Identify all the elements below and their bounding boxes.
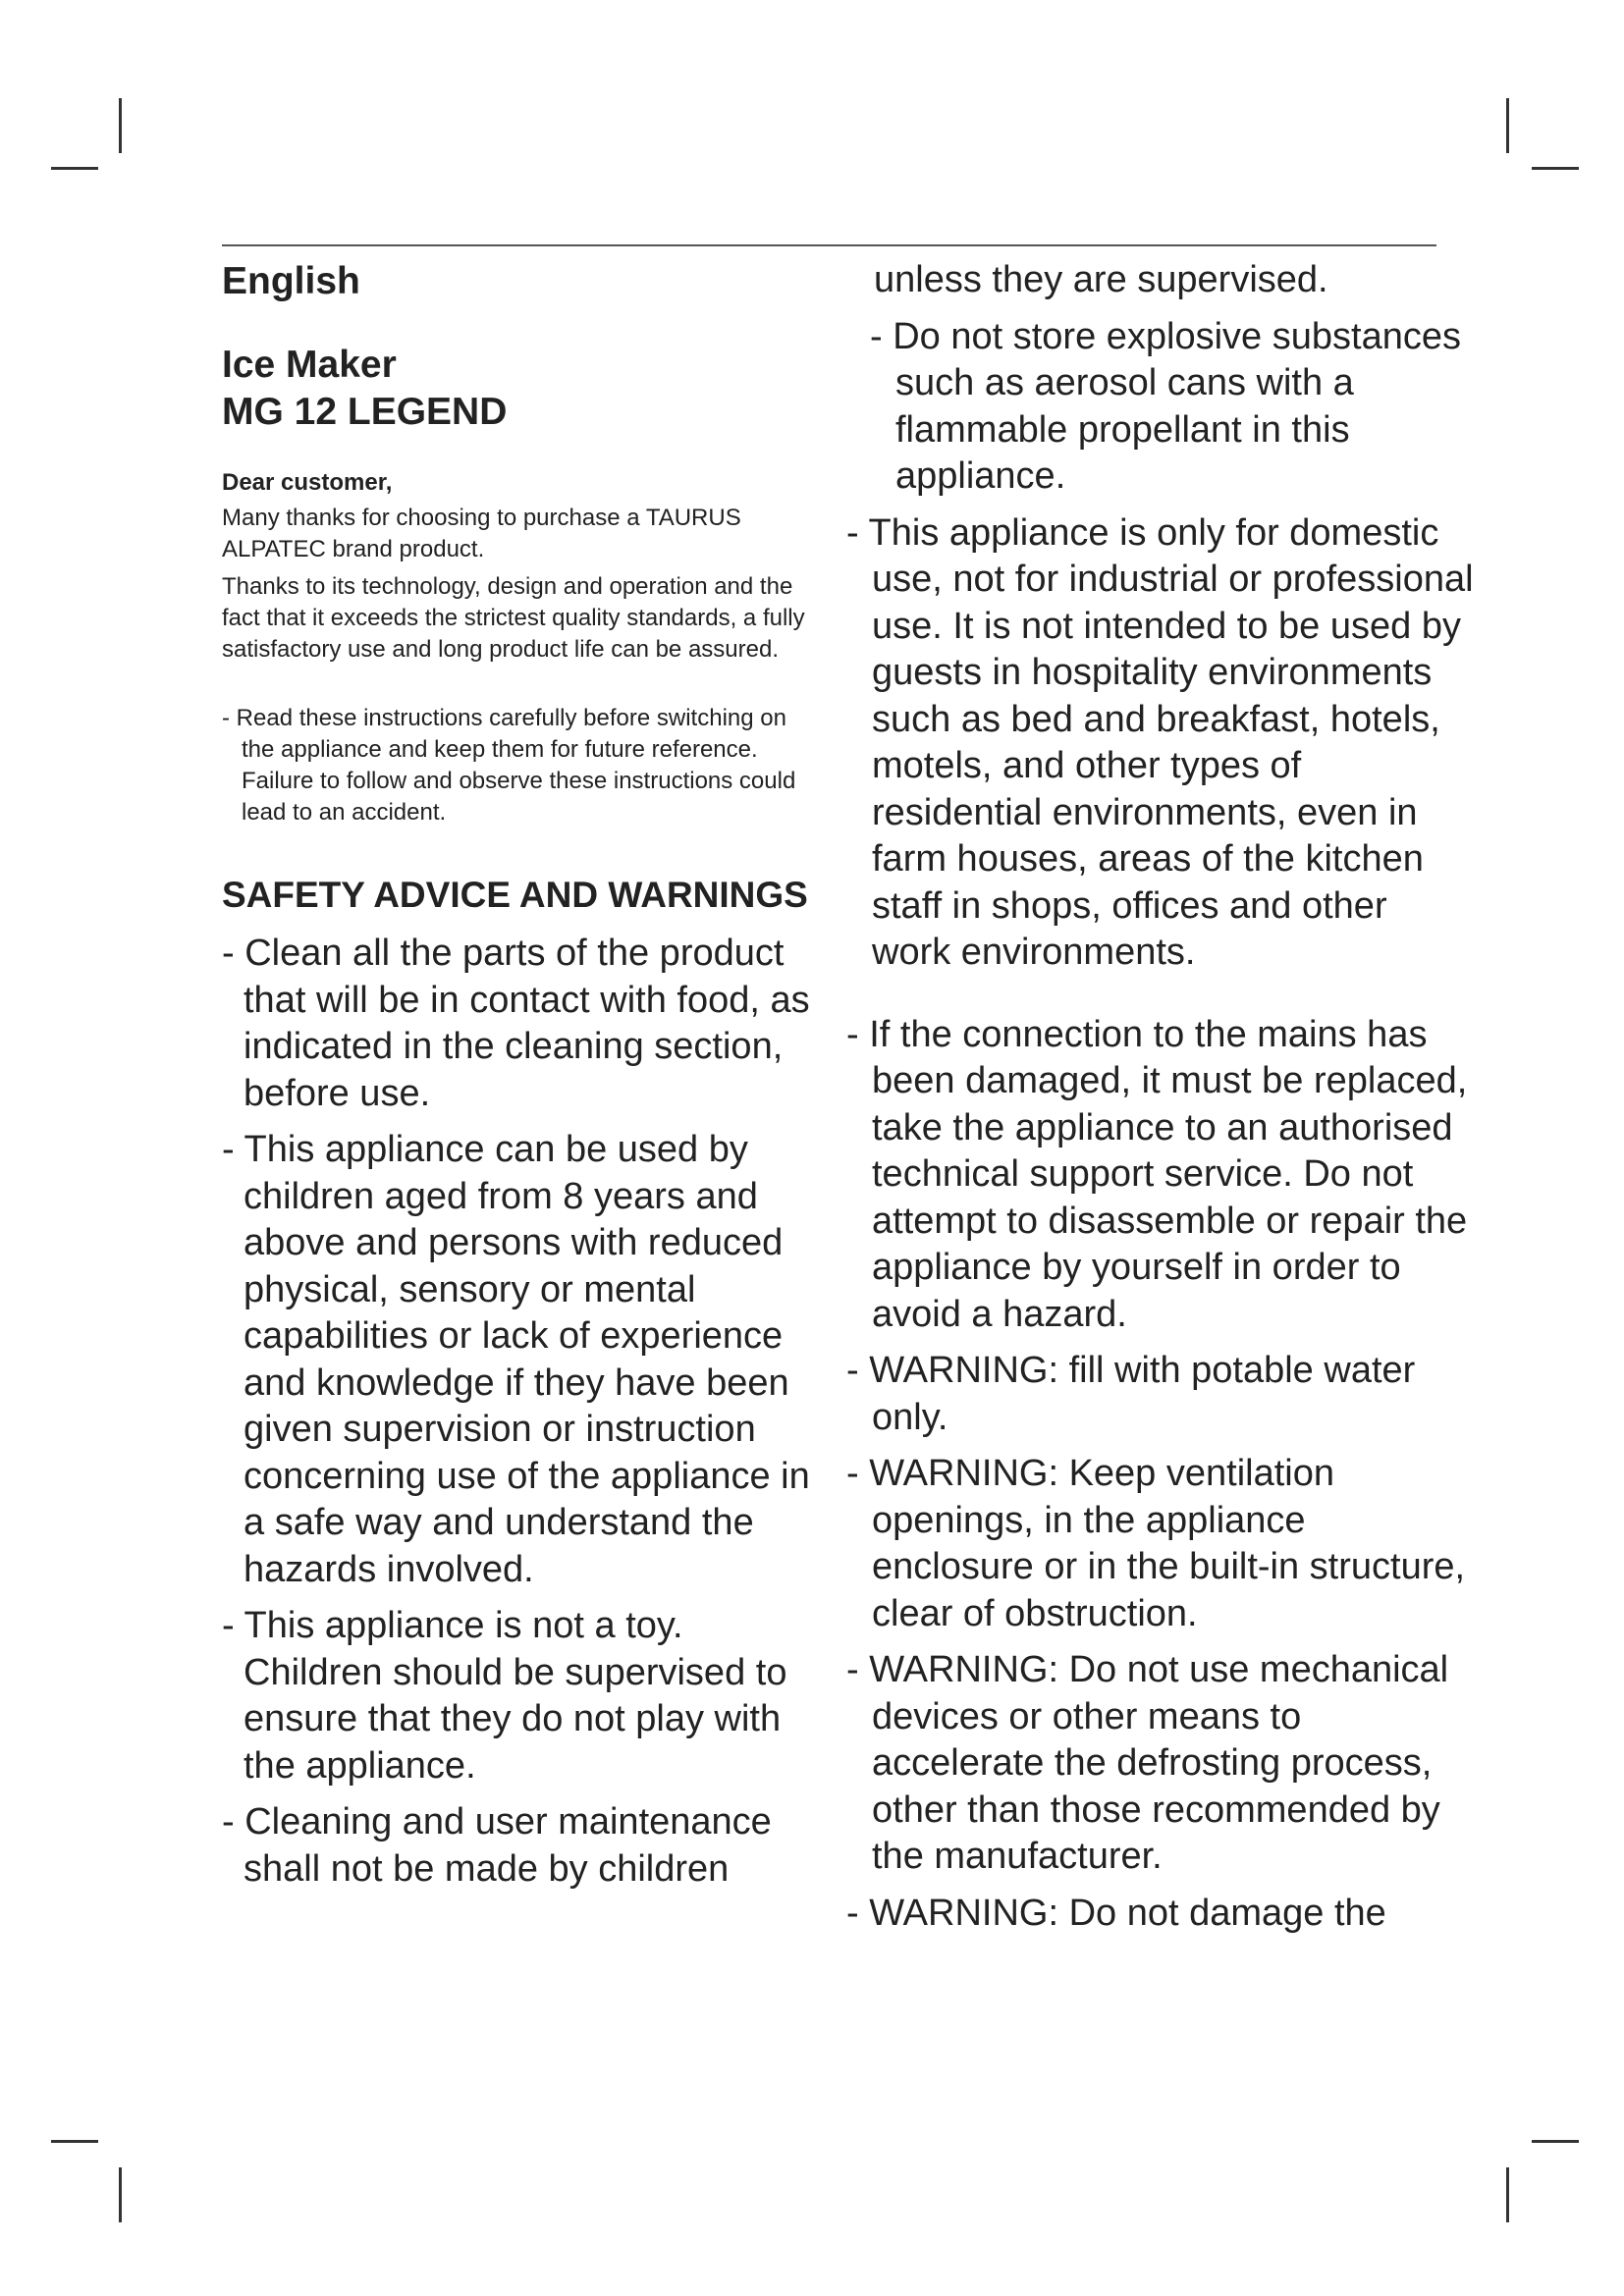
crop-mark [1506,2167,1509,2222]
crop-mark [1506,98,1509,153]
item-continuation: unless they are supervised. [874,259,1328,300]
intro-paragraph: Thanks to its technology, design and operation and the fact that it exceeds the strictest quality standards, a fully satisfactory use and long product life can be assured. [222,573,805,663]
safety-item: - This appliance is not a toy. Children should be supervised to ensure that they do not play with the appliance. [222,1605,787,1787]
left-column [222,257,821,1902]
safety-item: - If the connection to the mains has been damaged, it must be replaced, take the appliance to an authorised technical support service. Do not attempt to disassemble or repair the appliance by yourself in order to avoid a hazard. [846,1013,1468,1335]
language-heading: English [222,260,360,302]
right-column [846,257,1475,1947]
safety-item: - Cleaning and user maintenance shall not be made by children [222,1801,772,1890]
crop-mark [119,2167,122,2222]
product-name: Ice Maker [222,344,397,386]
read-instructions-notice: - Read these instructions carefully before switching on the appliance and keep them for future reference. Failure to follow and observe these instructions could lead to an accident. [222,705,796,826]
crop-mark [51,2140,98,2143]
safety-item: - WARNING: Keep ventilation openings, in the appliance enclosure or in the built-in structure, clear of obstruction. [846,1453,1466,1634]
safety-item: - WARNING: Do not use mechanical devices or other means to accelerate the defrosting process, other than those recommended by the manufacturer. [846,1649,1449,1877]
header-rule [222,244,1436,246]
safety-item: - This appliance is only for domestic use, not for industrial or professional use. It is not intended to be used by guests in hospitality environments such as bed and breakfast, hotels, motels, and other types of residential environments, even in farm houses, areas of the kitchen staff in shops, offices and other work environments. [846,511,1474,973]
safety-item: - This appliance can be used by children aged from 8 years and above and persons with reduced physical, sensory or mental capabilities or lack of experience and knowledge if they have been given supervision or instruction concerning use of the appliance in a safe way and understand the hazards involved. [222,1129,810,1590]
intro-paragraph: Many thanks for choosing to purchase a TAURUS ALPATEC brand product. [222,505,741,562]
safety-item: - WARNING: fill with potable water only. [846,1350,1416,1438]
greeting: Dear customer, [222,469,393,496]
crop-mark [51,167,98,170]
crop-mark [1532,2140,1579,2143]
safety-item: - WARNING: Do not damage the [846,1892,1386,1934]
crop-mark [119,98,122,153]
crop-mark [1532,167,1579,170]
model-name: MG 12 LEGEND [222,391,508,433]
section-title: SAFETY ADVICE AND WARNINGS [222,875,808,915]
safety-item: - Clean all the parts of the product that will be in contact with food, as indicated in the cleaning section, before use. [222,933,810,1114]
safety-item: - Do not store explosive substances such as aerosol cans with a flammable propellant in this appliance. [870,315,1461,497]
